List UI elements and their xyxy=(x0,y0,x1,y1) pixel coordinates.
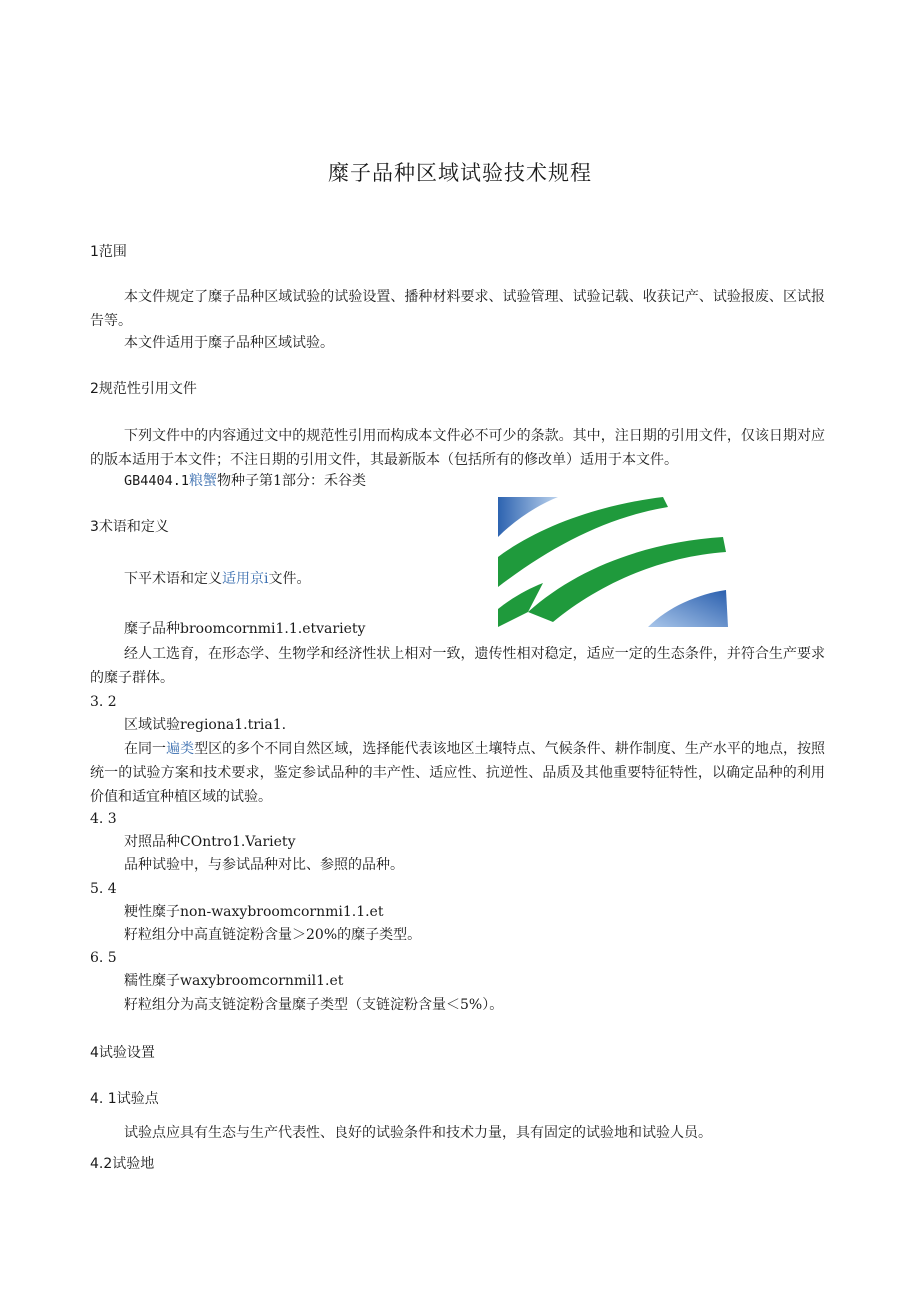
term-2-definition-a: 在同一 xyxy=(124,741,167,757)
term-4-number: 5. 4 xyxy=(90,881,117,897)
intro-text-highlight: 适用京i xyxy=(222,571,269,587)
term-2-number: 3. 2 xyxy=(90,694,117,710)
term-2-definition xyxy=(90,737,825,809)
intro-text-b: 文件。 xyxy=(268,571,311,587)
term-2: 区域试验regiona1.tria1. xyxy=(124,717,287,733)
term-3-definition: 品种试验中，与参试品种对比、参照的品种。 xyxy=(124,857,404,873)
term-3-number: 4. 3 xyxy=(90,811,117,827)
reference-title-highlight: 粮蟹 xyxy=(189,473,218,489)
section-3-intro xyxy=(124,567,310,591)
term-3: 对照品种COntro1.Variety xyxy=(124,834,296,850)
reference-code: GB4404.1 xyxy=(124,473,190,489)
section-2-paragraph: 下列文件中的内容通过文中的规范性引用而构成本文件必不可少的条款。其中，注日期的引用文件，仅该日期对应的版本适用于本文件；不注日期的引用文件，其最新版本（包括所有的修改单）适用于本文件。 xyxy=(90,428,825,468)
section-4-2-heading: 4.2试验地 xyxy=(90,1156,155,1172)
section-1-paragraph-2: 本文件适用于糜子品种区域试验。 xyxy=(124,335,334,351)
section-4-1-heading: 4. 1试验点 xyxy=(90,1091,159,1107)
term-5: 糯性糜子waxybroomcornmil1.et xyxy=(124,973,344,989)
intro-text-a: 下平术语和定义 xyxy=(124,571,222,587)
term-2-definition-b: 型区的多个不同自然区域，选择能代表该地区土壤特点、气候条件、耕作制度、生产水平的地点，按照统一的试验方案和技术要求，鉴定参试品种的丰产性、适应性、抗逆性、品质及其他重要特征特性，以确定品种的利用价值和适宜种植区域的试验。 xyxy=(90,741,826,805)
term-1-definition: 经人工选育，在形态学、生物学和经济性状上相对一致，遗传性相对稳定，适应一定的生态条件，并符合生产要求的糜子群体。 xyxy=(90,646,825,686)
term-1: 糜子品种broomcornmi1.1.etvariety xyxy=(124,621,366,637)
term-4: 粳性糜子non-waxybroomcornmi1.1.et xyxy=(124,904,384,920)
normative-reference xyxy=(124,469,366,493)
term-4-definition: 籽粒组分中高直链淀粉含量＞20%的糜子类型。 xyxy=(124,927,422,943)
term-2-definition-highlight: 遍类 xyxy=(166,741,195,757)
logo-image xyxy=(498,497,728,631)
section-3-heading: 3术语和定义 xyxy=(90,519,169,535)
section-4-1-paragraph: 试验点应具有生态与生产代表性、良好的试验条件和技术力量，具有固定的试验地和试验人员。 xyxy=(124,1125,712,1141)
page-title: 糜子品种区域试验技术规程 xyxy=(328,161,592,185)
section-4-heading: 4试验设置 xyxy=(90,1045,155,1061)
section-1-paragraph-1: 本文件规定了糜子品种区域试验的试验设置、播种材料要求、试验管理、试验记载、收获记产、试验报废、区试报告等。 xyxy=(90,289,825,329)
section-2-heading: 2规范性引用文件 xyxy=(90,381,197,397)
logo-stripes-icon xyxy=(498,497,728,627)
section-1-heading: 1范围 xyxy=(90,244,127,260)
reference-title-rest: 物种子第1部分：禾谷类 xyxy=(217,473,366,489)
term-5-number: 6. 5 xyxy=(90,950,117,966)
term-5-definition: 籽粒组分为高支链淀粉含量糜子类型（支链淀粉含量＜5%）。 xyxy=(124,997,504,1013)
